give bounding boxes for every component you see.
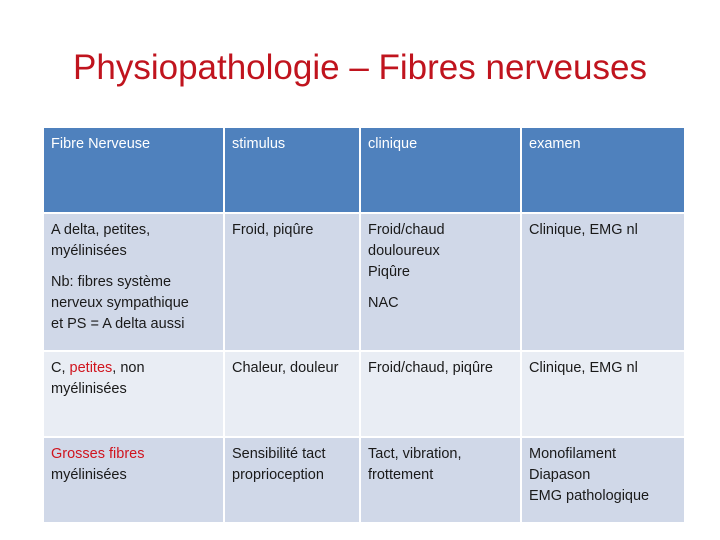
cell-fibre [43,213,224,351]
table-row [43,213,685,351]
fibre-type-text: C, [51,360,70,376]
fibre-suffix-text: , [146,222,151,238]
slide-title: Physiopathologie – Fibres nerveuses [73,48,647,87]
header-examen: examen [521,127,685,213]
table-header-row [43,127,685,213]
fibres-table [42,126,686,524]
clinique-line: Froid/chaud [368,222,445,238]
stimulus-line: Sensibilité tact [232,446,326,462]
cell-fibre [43,351,224,437]
header-stimulus: stimulus [224,127,360,213]
fibre-size-text: petites [69,360,113,376]
cell-examen: Clinique, EMG nl [521,351,685,437]
header-fibre: Fibre Nerveuse [43,127,224,213]
cell-clinique: Froid/chaud, piqûre [360,351,521,437]
cell-examen [521,437,685,523]
examen-line: EMG pathologique [529,488,650,504]
examen-line: Monofilament [529,446,617,462]
cell-clinique [360,437,521,523]
header-clinique: clinique [360,127,521,213]
fibre-myelin-text: myélinisées [51,243,127,259]
cell-examen: Clinique, EMG nl [521,213,685,351]
clinique-line: frottement [368,467,434,483]
cell-stimulus: Froid, piqûre [224,213,360,351]
fibre-type-text: A delta, [51,222,104,238]
fibre-note-line: Nb: fibres système [51,274,172,290]
clinique-line: Tact, vibration, [368,446,462,462]
fibre-note-line: et PS = A delta aussi [51,316,185,332]
fibre-myelin-text: myélinisées [51,467,127,483]
fibre-size-text: Grosses fibres [51,446,145,462]
cell-stimulus [224,437,360,523]
cell-clinique [360,213,521,351]
clinique-line: Piqûre [368,264,410,280]
fibre-note-line: nerveux sympathique [51,295,189,311]
cell-fibre [43,437,224,523]
fibre-myelin-text: myélinisées [51,381,127,397]
clinique-line: douloureux [368,243,440,259]
table-row [43,351,685,437]
fibre-size-text: petites [103,222,147,238]
stimulus-line: proprioception [232,467,324,483]
table-row [43,437,685,523]
fibre-suffix-text: , non [112,360,145,376]
cell-stimulus: Chaleur, douleur [224,351,360,437]
examen-line: Diapason [529,467,591,483]
clinique-note: NAC [368,295,399,311]
